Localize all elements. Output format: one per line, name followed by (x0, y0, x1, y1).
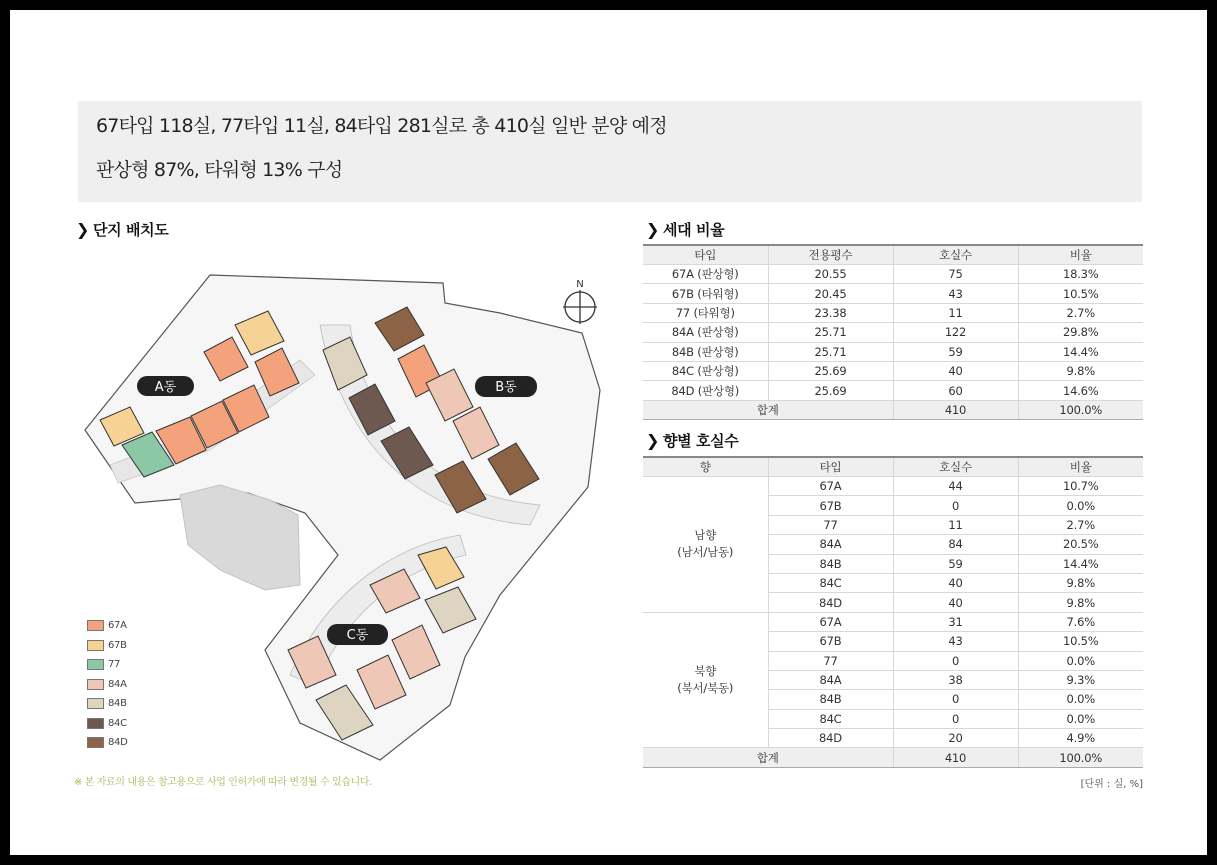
table-cell: 14.4% (1018, 554, 1143, 573)
table-cell: 18.3% (1018, 265, 1143, 284)
site-plan-map (70, 255, 610, 775)
table-cell: 77 (768, 515, 893, 534)
table-cell: 2.7% (1018, 303, 1143, 322)
table-cell: 0.0% (1018, 496, 1143, 515)
page (10, 10, 1207, 855)
table-cell: 84C (768, 573, 893, 592)
table-cell: 38 (893, 670, 1018, 689)
table-row (643, 265, 1143, 284)
table-cell: 9.8% (1018, 573, 1143, 592)
direction-detail: (북서/북동) (677, 681, 734, 696)
table-cell: 84C (768, 709, 893, 728)
label-a-text: A동 (154, 380, 177, 395)
table-cell: 0 (893, 709, 1018, 728)
household-ratio-title (646, 219, 724, 240)
legend-label: 84C (108, 717, 127, 729)
table-cell: 44 (893, 477, 1018, 496)
legend-swatch (87, 659, 104, 670)
chevron-right-icon: ❯ (646, 220, 660, 239)
table-cell: 67A (768, 477, 893, 496)
legend-item (87, 733, 128, 753)
headline-line-1: 67타입 118실, 77타입 11실, 84타입 281실로 총 410실 일반 분양 예정 (96, 115, 667, 137)
total-count: 410 (893, 748, 1018, 767)
table-cell: 84A (768, 535, 893, 554)
legend-item (87, 675, 128, 695)
table-cell: 0 (893, 496, 1018, 515)
table-cell: 20 (893, 729, 1018, 748)
legend-item (87, 694, 128, 714)
table-cell: 84B (판상형) (643, 342, 768, 361)
table-cell: 84D (768, 593, 893, 612)
table-cell: 40 (893, 361, 1018, 380)
table-cell: 77 (768, 651, 893, 670)
north-label: N (576, 279, 584, 290)
table-cell: 9.8% (1018, 593, 1143, 612)
label-c-text: C동 (346, 628, 369, 643)
table-cell: 4.9% (1018, 729, 1143, 748)
total-label: 합계 (643, 748, 893, 767)
table-cell: 43 (893, 632, 1018, 651)
total-label: 합계 (643, 400, 893, 419)
table-cell: 2.7% (1018, 515, 1143, 534)
orientation-title (646, 430, 738, 451)
disclaimer-note: ※ 본 자료의 내용은 참고용으로 사업 인허가에 따라 변경될 수 있습니다. (74, 777, 372, 788)
table-cell: 20.45 (768, 284, 893, 303)
table-cell: 84A (판상형) (643, 323, 768, 342)
table-row (643, 612, 1143, 631)
legend-swatch (87, 737, 104, 748)
legend-label: 84A (108, 678, 127, 690)
table-header-row (643, 245, 1143, 265)
legend-item (87, 616, 128, 636)
chevron-right-icon: ❯ (646, 431, 660, 450)
table-cell: 59 (893, 342, 1018, 361)
table-cell: 11 (893, 515, 1018, 534)
direction-cell (643, 612, 768, 748)
table-cell: 10.5% (1018, 284, 1143, 303)
legend-label: 77 (108, 659, 121, 671)
total-count: 410 (893, 400, 1018, 419)
table-cell: 0.0% (1018, 709, 1143, 728)
household-ratio-title-text: 세대 비율 (663, 221, 725, 239)
legend-label: 67A (108, 620, 127, 632)
legend-item (87, 655, 128, 675)
table-cell: 67B (768, 496, 893, 515)
table-cell: 10.5% (1018, 632, 1143, 651)
table-cell: 84D (768, 729, 893, 748)
table-cell: 67B (768, 632, 893, 651)
table-cell: 84B (768, 554, 893, 573)
headline-box (78, 101, 1142, 202)
legend-item (87, 636, 128, 656)
table-cell: 14.4% (1018, 342, 1143, 361)
legend-label: 84D (108, 737, 128, 749)
orientation-table (643, 456, 1143, 768)
total-row (643, 400, 1143, 419)
direction-label: 남향 (694, 528, 717, 543)
direction-cell (643, 477, 768, 613)
legend-swatch (87, 620, 104, 631)
legend-label: 84B (108, 698, 127, 710)
table-cell: 84C (판상형) (643, 361, 768, 380)
column-header: 타입 (768, 457, 893, 477)
direction-detail: (남서/남동) (677, 545, 734, 560)
legend-item (87, 714, 128, 734)
legend-label: 67B (108, 639, 127, 651)
table-row (643, 303, 1143, 322)
table-cell: 25.69 (768, 361, 893, 380)
table-cell: 31 (893, 612, 1018, 631)
unit-note: [단위 : 실, %] (1080, 779, 1143, 790)
table-row (643, 342, 1143, 361)
table-row (643, 381, 1143, 400)
table-cell: 29.8% (1018, 323, 1143, 342)
household-ratio-table (643, 244, 1143, 420)
site-plan-title (76, 219, 168, 240)
column-header: 호실수 (893, 457, 1018, 477)
table-cell: 67A (768, 612, 893, 631)
building-label-b (475, 376, 537, 397)
table-row (643, 361, 1143, 380)
table-cell: 20.5% (1018, 535, 1143, 554)
label-b-text: B동 (495, 380, 517, 395)
table-cell: 11 (893, 303, 1018, 322)
table-cell: 23.38 (768, 303, 893, 322)
column-header: 호실수 (893, 245, 1018, 265)
table-cell: 0 (893, 651, 1018, 670)
table-cell: 14.6% (1018, 381, 1143, 400)
table-cell: 40 (893, 593, 1018, 612)
direction-label: 북향 (694, 664, 717, 679)
table-cell: 59 (893, 554, 1018, 573)
table-cell: 84B (768, 690, 893, 709)
table-cell: 0.0% (1018, 651, 1143, 670)
legend-swatch (87, 718, 104, 729)
legend-swatch (87, 640, 104, 651)
table-cell: 9.3% (1018, 670, 1143, 689)
building-label-c (327, 624, 388, 645)
chevron-right-icon: ❯ (76, 220, 90, 239)
north-compass-icon (563, 279, 597, 324)
table-cell: 7.6% (1018, 612, 1143, 631)
table-cell: 84D (판상형) (643, 381, 768, 400)
table-cell: 25.69 (768, 381, 893, 400)
table-cell: 20.55 (768, 265, 893, 284)
headline-line-2: 판상형 87%, 타워형 13% 구성 (96, 159, 343, 181)
table-row (643, 477, 1143, 496)
building-label-a (137, 376, 194, 396)
total-row (643, 748, 1143, 767)
table-cell: 67A (판상형) (643, 265, 768, 284)
table-header-row (643, 457, 1143, 477)
column-header: 전용평수 (768, 245, 893, 265)
table-cell: 84A (768, 670, 893, 689)
table-cell: 10.7% (1018, 477, 1143, 496)
legend-swatch (87, 698, 104, 709)
table-row (643, 284, 1143, 303)
table-cell: 84 (893, 535, 1018, 554)
table-cell: 40 (893, 573, 1018, 592)
site-plan-title-text: 단지 배치도 (93, 221, 169, 239)
table-cell: 77 (타워형) (643, 303, 768, 322)
table-cell: 9.8% (1018, 361, 1143, 380)
orientation-title-text: 향별 호실수 (663, 432, 739, 450)
table-cell: 0 (893, 690, 1018, 709)
table-cell: 60 (893, 381, 1018, 400)
type-legend (87, 616, 128, 753)
table-cell: 25.71 (768, 342, 893, 361)
column-header: 비율 (1018, 457, 1143, 477)
table-cell: 122 (893, 323, 1018, 342)
total-ratio: 100.0% (1018, 748, 1143, 767)
table-cell: 75 (893, 265, 1018, 284)
total-ratio: 100.0% (1018, 400, 1143, 419)
table-cell: 43 (893, 284, 1018, 303)
table-row (643, 323, 1143, 342)
column-header: 비율 (1018, 245, 1143, 265)
table-cell: 67B (타워형) (643, 284, 768, 303)
legend-swatch (87, 679, 104, 690)
table-cell: 25.71 (768, 323, 893, 342)
column-header: 향 (643, 457, 768, 477)
column-header: 타입 (643, 245, 768, 265)
table-cell: 0.0% (1018, 690, 1143, 709)
